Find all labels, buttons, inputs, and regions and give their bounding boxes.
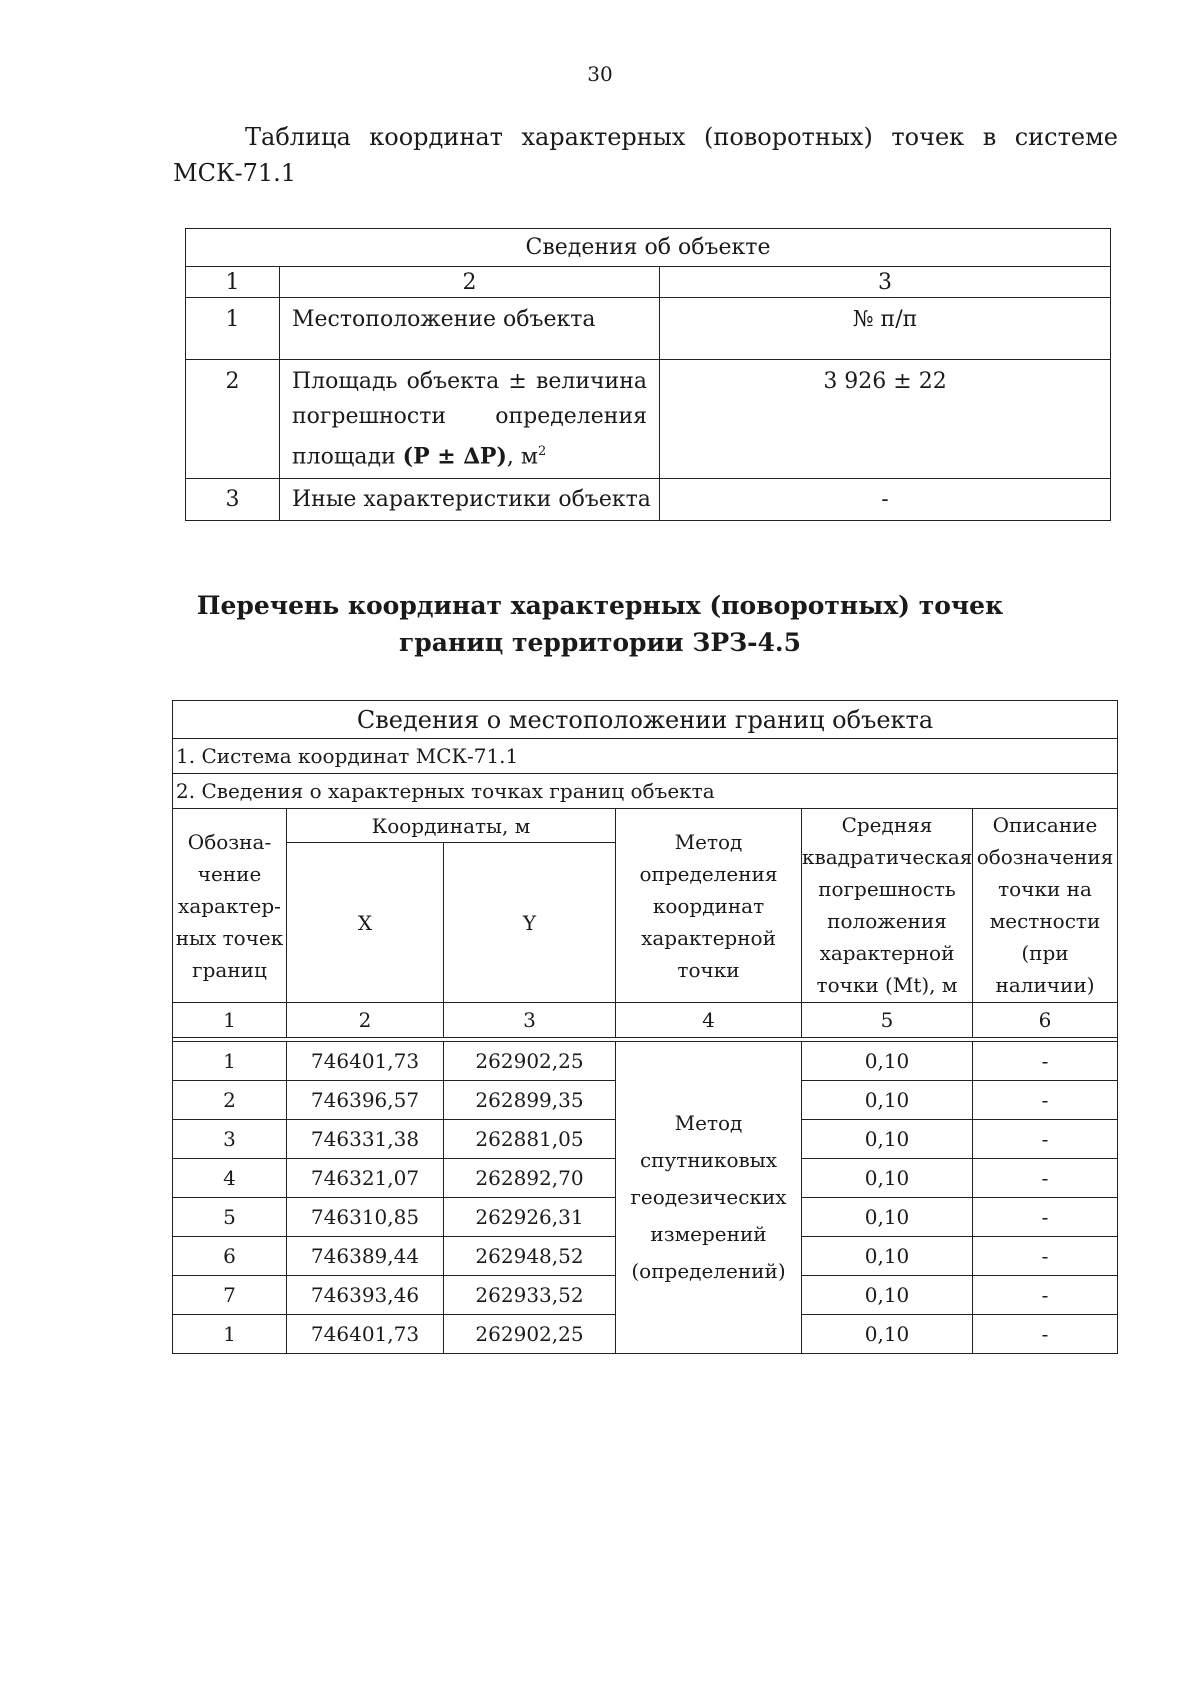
area-unit: , м: [506, 444, 538, 470]
heading-line: границ территории ЗРЗ-4.5: [398, 628, 802, 657]
point-x: 746389,44: [287, 1237, 444, 1276]
section-heading: [0, 587, 1200, 661]
header-coordinates: Координаты, м: [287, 809, 616, 843]
area-label-line: Площадь объекта ± величина: [292, 369, 647, 394]
area-label-text: площади: [292, 444, 403, 470]
point-desc: -: [973, 1198, 1118, 1237]
point-desc: -: [973, 1120, 1118, 1159]
header-line: местности: [989, 909, 1101, 933]
col-number: 2: [287, 1003, 444, 1038]
point-desc: -: [973, 1042, 1118, 1081]
intro-word: в: [982, 123, 997, 151]
intro-word: характерных: [521, 123, 686, 151]
header-line: координат: [652, 893, 765, 918]
header-description: [973, 809, 1118, 1003]
area-unit-sup: 2: [538, 444, 547, 459]
header-line: точки (Mt), м: [816, 973, 958, 997]
col-number: 3: [660, 267, 1111, 298]
point-y: 262902,25: [444, 1042, 616, 1081]
point-y: 262899,35: [444, 1081, 616, 1120]
area-label-line: [292, 434, 647, 474]
point-mt: 0,10: [802, 1081, 973, 1120]
header-line: характер-: [178, 893, 281, 918]
method-line: измерений: [650, 1222, 767, 1246]
heading-line: Перечень координат характерных (поворотных) точек: [196, 591, 1004, 620]
intro-word: системе: [1014, 123, 1118, 151]
header-method: [616, 809, 802, 1003]
object-area-label: [280, 360, 660, 479]
point-number: 3: [173, 1120, 287, 1159]
header-x: X: [287, 843, 444, 1003]
point-desc: -: [973, 1315, 1118, 1354]
point-x: 746393,46: [287, 1276, 444, 1315]
header-line: чение: [197, 861, 262, 886]
point-mt: 0,10: [802, 1159, 973, 1198]
point-number: 5: [173, 1198, 287, 1237]
point-desc: -: [973, 1276, 1118, 1315]
point-mt: 0,10: [802, 1315, 973, 1354]
point-x: 746401,73: [287, 1315, 444, 1354]
header-line: квадратическая: [802, 845, 973, 869]
object-other-label: Иные характеристики объекта: [280, 479, 660, 521]
object-table-title: Сведения об объекте: [186, 229, 1111, 267]
method-line: спутниковых: [639, 1148, 778, 1172]
point-mt: 0,10: [802, 1120, 973, 1159]
point-number: 6: [173, 1237, 287, 1276]
row-number: 1: [186, 298, 280, 360]
object-location-value: № п/п: [660, 298, 1111, 360]
intro-line-2: МСК-71.1: [173, 159, 297, 187]
object-location-label: Местоположение объекта: [280, 298, 660, 360]
header-line: обозначения: [976, 845, 1114, 869]
row-number: 2: [186, 360, 280, 479]
header-error: [802, 809, 973, 1003]
header-line: точки на: [998, 877, 1092, 901]
point-number: 7: [173, 1276, 287, 1315]
point-mt: 0,10: [802, 1042, 973, 1081]
col-number: 4: [616, 1003, 802, 1038]
col-number: 1: [186, 267, 280, 298]
coordinates-table: [172, 700, 1118, 1354]
header-line: Описание: [992, 813, 1098, 837]
header-line: положения: [827, 909, 947, 933]
header-line: границ: [192, 957, 267, 982]
point-y: 262933,52: [444, 1276, 616, 1315]
point-y: 262892,70: [444, 1159, 616, 1198]
header-line: Обозна-: [187, 829, 272, 854]
intro-word: Таблица: [245, 123, 351, 151]
coord-table-title: Сведения о местоположении границ объекта: [173, 701, 1118, 739]
method-line: Метод: [674, 1111, 743, 1135]
points-caption: 2. Сведения о характерных точках границ объекта: [173, 774, 1118, 809]
header-line: погрешность: [818, 877, 956, 901]
point-desc: -: [973, 1159, 1118, 1198]
area-label-line: погрешности определения: [292, 404, 647, 429]
point-number: 1: [173, 1042, 287, 1081]
coord-system: 1. Система координат МСК-71.1: [173, 739, 1118, 774]
point-mt: 0,10: [802, 1237, 973, 1276]
area-formula: (Р ± ∆Р): [402, 443, 507, 470]
header-line: характерной: [641, 925, 776, 950]
table-row: [173, 1042, 1118, 1081]
intro-word: точек: [891, 123, 965, 151]
point-y: 262926,31: [444, 1198, 616, 1237]
col-number: 3: [444, 1003, 616, 1038]
col-number: 6: [973, 1003, 1118, 1038]
point-number: 1: [173, 1315, 287, 1354]
col-number: 5: [802, 1003, 973, 1038]
header-line: Метод: [674, 829, 743, 854]
object-area-value: 3 926 ± 22: [660, 360, 1111, 479]
header-line: наличии): [995, 973, 1095, 997]
point-x: 746310,85: [287, 1198, 444, 1237]
intro-line-1: [173, 119, 1118, 155]
point-y: 262881,05: [444, 1120, 616, 1159]
header-y: Y: [444, 843, 616, 1003]
header-line: Средняя: [841, 813, 933, 837]
intro-word: координат: [369, 123, 503, 151]
row-number: 3: [186, 479, 280, 521]
method-line: геодезических: [630, 1185, 787, 1209]
intro-word: (поворотных): [703, 123, 873, 151]
point-desc: -: [973, 1237, 1118, 1276]
header-line: ных точек: [175, 925, 284, 950]
point-number: 2: [173, 1081, 287, 1120]
method-line: (определений): [631, 1259, 786, 1283]
page-number: 30: [587, 62, 613, 86]
point-x: 746331,38: [287, 1120, 444, 1159]
point-x: 746401,73: [287, 1042, 444, 1081]
method-value: [616, 1042, 802, 1354]
header-designation: [173, 809, 287, 1003]
point-x: 746321,07: [287, 1159, 444, 1198]
col-number: 2: [280, 267, 660, 298]
header-line: (при: [1021, 941, 1069, 965]
point-y: 262902,25: [444, 1315, 616, 1354]
point-mt: 0,10: [802, 1276, 973, 1315]
point-desc: -: [973, 1081, 1118, 1120]
header-line: точки: [677, 957, 740, 982]
header-line: характерной: [819, 941, 955, 965]
header-line: определения: [639, 861, 778, 886]
point-y: 262948,52: [444, 1237, 616, 1276]
object-other-value: -: [660, 479, 1111, 521]
point-mt: 0,10: [802, 1198, 973, 1237]
col-number: 1: [173, 1003, 287, 1038]
point-number: 4: [173, 1159, 287, 1198]
object-info-table: [185, 228, 1111, 521]
intro-paragraph: [173, 119, 1118, 191]
point-x: 746396,57: [287, 1081, 444, 1120]
